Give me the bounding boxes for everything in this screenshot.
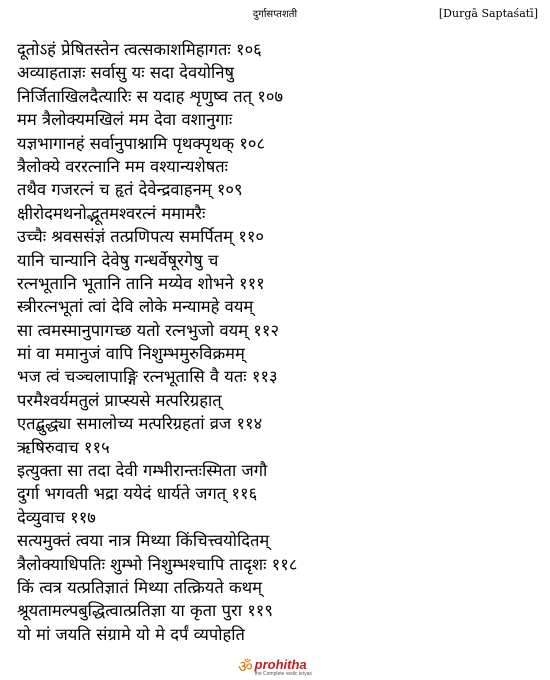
header-title-transliterated: [Durgā Saptaśatī] — [438, 7, 538, 20]
verse-line: त्रैलोक्ये वररत्नानि मम वश्यान्यशेषतः — [17, 156, 228, 176]
verse-text — [17, 38, 537, 646]
verse-line: यानि चान्यानि देवेषु गन्धर्वेषूरगेषु च — [17, 250, 219, 270]
verse-line: श्रूयतामल्पबुद्धित्वात्प्रतिज्ञा या कृता पुरा ११९ — [17, 601, 273, 621]
verse-line: एतद्बुद्ध्या समालोच्य मत्परिग्रहतां व्रज ११४ — [17, 414, 263, 434]
verse-line: भज त्वं चञ्चलापाङ्गि रत्नभूतासि वै यतः ११३ — [17, 367, 278, 387]
verse-line: यो मां जयति संग्रामे यो मे दर्पं व्यपोहति — [17, 624, 245, 644]
verse-line: उच्चैः श्रवससंज्ञं तत्प्रणिपत्य समर्पितम् ११० — [17, 227, 264, 247]
verse-line: इत्युक्ता सा तदा देवी गम्भीरान्तःस्मिता जगौ — [17, 461, 268, 481]
verse-line: मम त्रैलोक्यमखिलं मम देवा वशानुगाः — [17, 110, 233, 130]
verse-line: दुर्गा भगवती भद्रा ययेदं धार्यते जगत् ११६ — [17, 484, 258, 504]
verse-line: स्त्रीरत्नभूतां त्वां देवि लोके मन्यामहे वयम् — [17, 297, 254, 317]
verse-line: क्षीरोदमथनोद्भूतमश्वरत्नं ममामरैः — [17, 203, 206, 223]
verse-line: किं त्वत्र यत्प्रतिज्ञातं मिथ्या तत्क्रियते कथम् — [17, 577, 263, 597]
verse-line: तथैव गजरत्नं च हृतं देवेन्द्रवाहनम् १०९ — [17, 180, 243, 200]
header-title-devanagari: दुर्गासप्तशती — [252, 9, 298, 20]
verse-line: रत्नभूतानि भूतानि तानि मय्येव शोभने १११ — [17, 273, 265, 293]
page-header — [0, 6, 550, 24]
logo-tagline: the Complete vedic kriyas — [254, 670, 312, 677]
page-footer — [0, 657, 550, 677]
prohitha-logo — [238, 658, 312, 677]
verse-line: देव्युवाच ११७ — [17, 507, 96, 527]
verse-line: निर्जिताखिलदैत्यारिः स यदाह शृणुष्व तत् १०७ — [17, 86, 284, 106]
verse-line: सा त्वमस्मानुपागच्छ यतो रत्नभुजो वयम् ११२ — [17, 320, 280, 340]
verse-line: ऋषिरुवाच ११५ — [17, 437, 110, 457]
verse-line: सत्यमुक्तं त्वया नात्र मिथ्या किंचित्त्वयोदितम् — [17, 531, 270, 551]
verse-line: दूतोऽहं प्रेषितस्तेन त्वत्सकाशमिहागतः १०६ — [17, 40, 262, 59]
verse-line: अव्याहताज्ञः सर्वासु यः सदा देवयोनिषु — [17, 63, 235, 83]
om-icon: ॐ — [238, 657, 253, 676]
verse-line: परमैश्वर्यमतुलं प्राप्स्यसे मत्परिग्रहात् — [17, 390, 222, 410]
verse-line: यज्ञभागानहं सर्वानुपाश्नामि पृथक्पृथक् १०८ — [17, 133, 266, 153]
verse-line: मां वा ममानुजं वापि निशुम्भमुरुविक्रमम् — [17, 344, 245, 364]
verse-line: त्रैलोक्याधिपतिः शुम्भो निशुम्भश्चापि तादृशः ११८ — [17, 554, 298, 574]
logo-name: prohitha — [254, 656, 307, 672]
